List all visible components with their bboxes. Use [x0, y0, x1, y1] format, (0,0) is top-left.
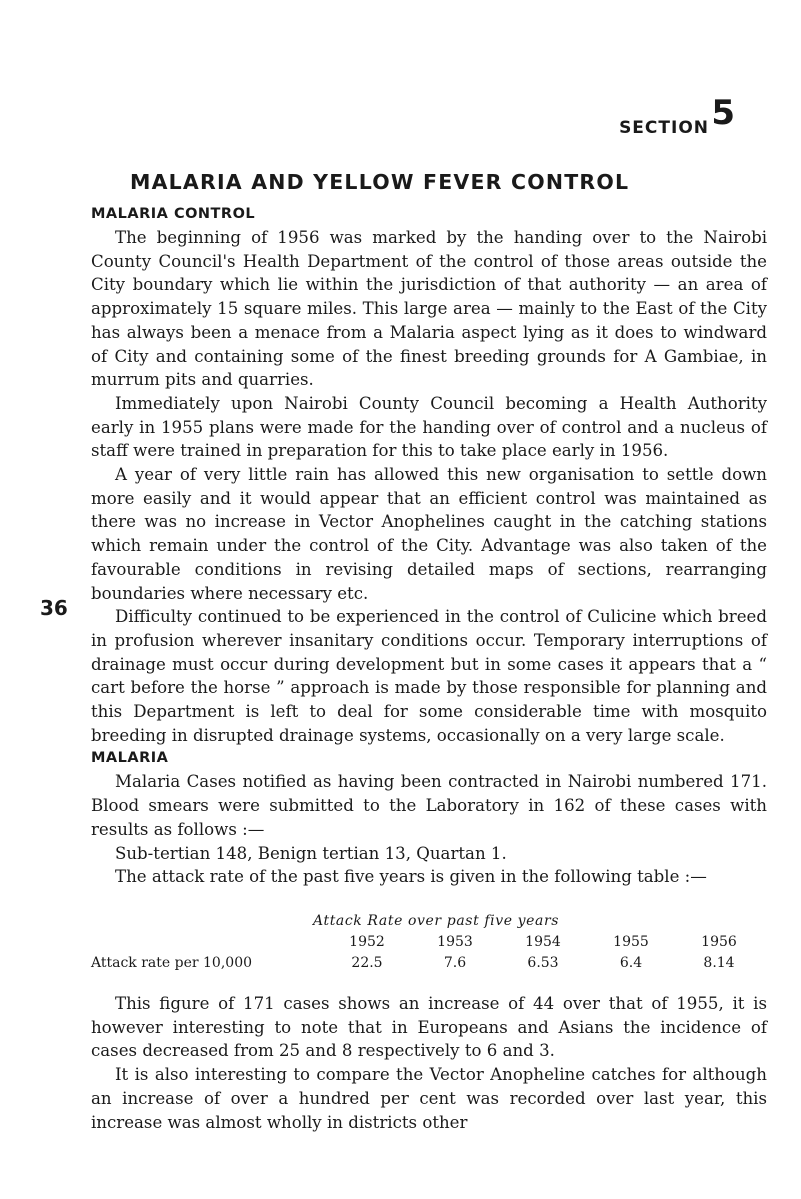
- paragraph: Malaria Cases notified as having been contracted in Nairobi numbered 171. Blood smears were submitted to the Laboratory in 162 of these cases with results as follows :—: [91, 772, 767, 839]
- year-header: 1955: [613, 933, 649, 950]
- table-cell: [91, 932, 323, 953]
- table-cell: 8.14: [703, 954, 735, 971]
- paragraph: Difficulty continued to be experienced in the control of Culicine which breed in profusion wherever insanitary conditions occur. Temporary interruptions of drainage must occur during development but in some cases it appears that a “ cart before the horse ” approach is made by those responsible for planning and this Department is left to deal for some considerable time with mosquito breeding in disrupted drainage systems, occasionally on a very large scale.: [91, 607, 767, 745]
- table-cell: 22.5: [351, 954, 383, 971]
- paragraph: It is also interesting to compare the Vector Anopheline catches for although an increase of over a hundred per cent was recorded over last year, this increase was almost wholly in districts other: [91, 1065, 767, 1132]
- malaria-heading: MALARIA: [91, 750, 169, 767]
- section-number: 5: [711, 93, 735, 133]
- row-label: Attack rate per 10,000: [91, 954, 253, 971]
- year-header: 1956: [701, 933, 737, 950]
- section-label: SECTION: [619, 118, 709, 138]
- page-number: 36: [40, 596, 68, 620]
- page-title: MALARIA AND YELLOW FEVER CONTROL: [130, 170, 630, 194]
- year-header: 1953: [437, 933, 473, 950]
- table-row: [91, 953, 763, 974]
- table-cell: 6.53: [527, 954, 559, 971]
- year-header: 1954: [525, 933, 561, 950]
- document-body: [91, 203, 767, 1134]
- paragraph: Sub-tertian 148, Benign tertian 13, Quartan 1.: [115, 843, 507, 863]
- table-cell: 7.6: [443, 954, 467, 971]
- table-title: Attack Rate over past five years: [313, 912, 560, 929]
- attack-rate-grid: [91, 932, 763, 974]
- year-header: 1952: [349, 933, 385, 950]
- malaria-control-heading: MALARIA CONTROL: [91, 206, 256, 222]
- paragraph: The attack rate of the past five years is given in the following table :—: [115, 867, 707, 887]
- paragraph: This figure of 171 cases shows an increase of 44 over that of 1955, it is however interesting to note that in Europeans and Asians the incidence of cases decreased from 25 and 8 respectively to 6 and 3.: [91, 993, 767, 1061]
- paragraph: Immediately upon Nairobi County Council becoming a Health Authority early in 1955 plans were made for the handing over of control and a nucleus of staff were trained in preparation for this to take place early in 1956.: [91, 393, 767, 461]
- table-cell: 6.4: [619, 954, 643, 971]
- paragraph: A year of very little rain has allowed this new organisation to settle down more easily and it would appear that an efficient control was maintained as there was no increase in Vector Anophelines caught in the catching stations which remain under the control of the City. Advantage was also taken of the favourable conditions in revising detailed maps of sections, rearranging boundaries where necessary etc.: [91, 465, 767, 603]
- attack-rate-table: [91, 911, 767, 974]
- table-header-row: [91, 932, 763, 953]
- paragraph: The beginning of 1956 was marked by the handing over to the Nairobi County Council's Health Department of the control of those areas outside the City boundary which lie within the jurisdiction of that authority — an area of approximately 15 square miles. This large area — mainly to the East of the City has always been a menace from a Malaria aspect lying as it does to windward of City and containing some of the finest breeding grounds for A Gambiae, in murrum pits and quarries.: [91, 228, 767, 390]
